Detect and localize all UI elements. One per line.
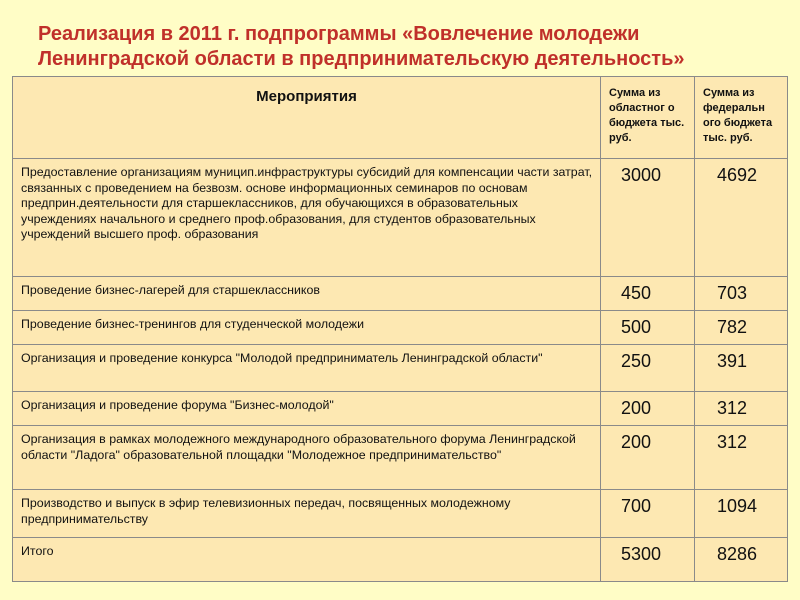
event-cell: Производство и выпуск в эфир телевизионных передач, посвященных молодежному предпринимательству [13,490,601,538]
total-federal-cell: 8286 [695,538,788,582]
regional-amount-cell: 450 [601,277,695,311]
table-row [13,277,788,311]
federal-amount-cell: 4692 [695,159,788,277]
federal-amount-cell: 1094 [695,490,788,538]
table-row [13,345,788,392]
total-regional-cell: 5300 [601,538,695,582]
total-row [13,538,788,582]
budget-table [12,76,788,582]
regional-amount-cell: 250 [601,345,695,392]
event-cell: Проведение бизнес-тренингов для студенческой молодежи [13,311,601,345]
header-event: Мероприятия [13,77,601,159]
regional-amount-cell: 200 [601,426,695,490]
regional-amount-cell: 700 [601,490,695,538]
header-federal-budget: Сумма из федеральн ого бюджета тыс. руб. [695,77,788,159]
federal-amount-cell: 782 [695,311,788,345]
table-row [13,392,788,426]
federal-amount-cell: 391 [695,345,788,392]
header-regional-budget: Сумма из областног о бюджета тыс. руб. [601,77,695,159]
event-cell: Предоставление организациям муницип.инфраструктуры субсидий для компенсации части затрат, связанных с проведением на безвозм. основе информационных семинаров по основам предприн.деятельности для старшеклассников, для обучающихся в образовательных учреждениях начального и среднего проф.образования, для студентов образовательных учреждений высшего проф. образования [13,159,601,277]
event-cell: Организация и проведение конкурса "Молодой предприниматель Ленинградской области" [13,345,601,392]
event-cell: Организация и проведение форума "Бизнес-молодой" [13,392,601,426]
slide-title [38,22,788,72]
federal-amount-cell: 312 [695,426,788,490]
event-cell: Организация в рамках молодежного международного образовательного форума Ленинградской области "Ладога" образовательной площадки "Молодежное предпринимательство" [13,426,601,490]
event-cell: Проведение бизнес-лагерей для старшеклассников [13,277,601,311]
header-row [13,77,788,159]
federal-amount-cell: 312 [695,392,788,426]
table-row [13,426,788,490]
total-label-cell: Итого [13,538,601,582]
table-row [13,311,788,345]
regional-amount-cell: 500 [601,311,695,345]
title-line-1: Реализация в 2011 г. подпрограммы «Вовлечение молодежи [38,23,640,45]
regional-amount-cell: 3000 [601,159,695,277]
federal-amount-cell: 703 [695,277,788,311]
regional-amount-cell: 200 [601,392,695,426]
table-row [13,159,788,277]
table-row [13,490,788,538]
title-line-2: Ленинградской области в предпринимательскую деятельность» [38,48,685,70]
